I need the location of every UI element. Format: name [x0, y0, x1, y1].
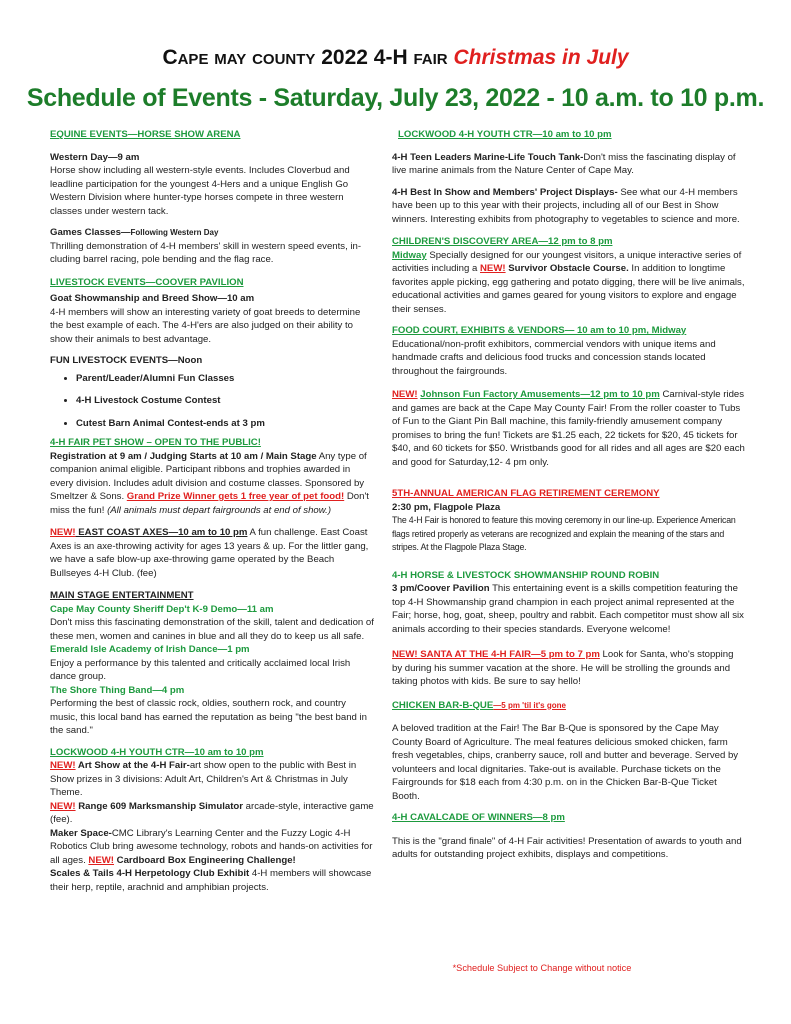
art-show-body: art show open to the public with Best in Show prizes in 3 divisions: Adult Art, Children's Art & Christmas in July Theme.	[50, 760, 357, 798]
range-body: arcade-style, interactive game (fee).	[50, 800, 374, 825]
best-in-show-body: See what our 4-H members have been up to this year with their projects, including all of our Best in Show winners. Interesting exhibits from photography to vegetables to science and more.	[392, 186, 740, 225]
pet-show-text: Any type of companion animal eligible. Participant ribbons and trophies awarded in every division. Includes adult division and costume classes. Sponsored by Smeltzer & Sons.	[50, 450, 367, 502]
santa-header: NEW! SANTA AT THE 4-H FAIR—5 pm to 7 pm	[392, 649, 600, 660]
scales-block	[50, 867, 375, 894]
round-robin-time: 3 pm/Coover Pavilion	[392, 583, 490, 594]
k9-body: Don't miss this fascinating demonstration of the skill, talent and dedication of these men, women and canines in blue and all they do to keep us all safe.	[50, 617, 374, 642]
chicken-bbq-header: CHICKEN BAR-B-QUE	[392, 699, 494, 711]
shore-band-title: The Shore Thing Band—4 pm	[50, 684, 185, 696]
maker-title: Maker Space-	[50, 827, 112, 839]
touch-tank-body: Don't miss the fascinating display of live marine animals from the Nature Center of Cape May.	[392, 151, 736, 176]
fair-title-main: Cape may county 2022 4-H fair	[162, 46, 448, 69]
food-court-body: Educational/non-profit exhibitors, commercial vendors with unique items and handmade crafts and delicious food trucks and concession stands located throughout the fairgrounds.	[392, 338, 716, 377]
round-robin-header: 4-H HORSE & LIVESTOCK SHOWMANSHIP ROUND ROBIN	[392, 569, 660, 581]
lockwood-header-right: LOCKWOOD 4-H YOUTH CTR—10 am to 10 pm	[398, 129, 612, 140]
midway-label: Midway	[392, 249, 427, 261]
livestock-header: LIVESTOCK EVENTS—COOVER PAVILION	[50, 276, 244, 288]
children-area-text1: Specially designed for our youngest visitors, a unique interactive series of activities including a	[392, 249, 742, 274]
touch-tank-block	[392, 151, 746, 178]
fair-title	[0, 46, 791, 70]
cavalcade-body: This is the "grand finale" of 4-H Fair activities! Presentation of awards to youth and adults for outstanding project exhibits, displays and competitions.	[392, 835, 742, 860]
schedule-heading: Schedule of Events - Saturday, July 23, 2022 - 10 a.m. to 10 p.m.	[26, 84, 765, 112]
pet-show-prize: Grand Prize Winner gets 1 free year of pet food!	[126, 491, 345, 502]
children-area-body	[392, 249, 746, 317]
axes-block	[50, 526, 375, 580]
games-subtitle: Following Western Day	[130, 228, 219, 237]
left-column	[50, 128, 375, 894]
new-badge: NEW!	[50, 800, 76, 812]
new-badge: NEW!	[50, 527, 76, 538]
axes-title: EAST COAST AXES—10 am to 10 pm	[75, 527, 248, 538]
cavalcade-header: 4-H CAVALCADE OF WINNERS—8 pm	[392, 812, 565, 823]
k9-title: Cape May County Sheriff Dep't K-9 Demo—11 am	[50, 603, 274, 615]
range-title: Range 609 Marksmanship Simulator	[75, 800, 243, 812]
johnson-title: Johnson Fun Factory Amusements	[420, 389, 581, 400]
new-badge: NEW!	[392, 389, 418, 400]
round-robin-text: This entertaining event is a skills competition featuring the top 4-H Showmanship grand champion in each project animal represented at the Fair; horse, hog, goat, sheep, poultry and rabbit. Each competitor must show all six animals according to their species standards. Everyone welcome!	[392, 583, 744, 635]
santa-block	[392, 648, 746, 689]
johnson-block	[392, 388, 746, 469]
schedule-note: *Schedule Subject to Change without notice	[452, 963, 632, 973]
food-court-header: FOOD COURT, EXHIBITS & VENDORS— 10 am to 10 pm, Midway	[392, 325, 687, 336]
irish-dance-body: Enjoy a performance by this talented and critically acclaimed local Irish dance group.	[50, 657, 351, 682]
scales-body: 4-H members will showcase their herp, reptile, arachnid and amphibian projects.	[50, 868, 372, 893]
pet-show-registration: Registration at 9 am / Judging Starts at 10 am / Main Stage	[50, 450, 317, 462]
shore-band-body: Performing the best of classic rock, oldies, southern rock, and country music, this local band has earned the reputation as being "the best band in the sand."	[50, 698, 368, 736]
axes-body: A fun challenge. East Coast Axes is an axe-throwing activity for ages 13 years & up. For the littler gang, we have a safe blow-up axe-throwing game operated by the Beach Bullseyes 4-H Club. (fee)	[50, 527, 369, 579]
pet-show-note: (All animals must depart fairgrounds at end of show.)	[107, 504, 332, 516]
list-item: • Cutest Barn Animal Contest-ends at 3 pm	[76, 417, 375, 431]
right-column	[392, 128, 746, 862]
western-body: Horse show including all western-style events. Includes Cloverbud and leadline participation for the youngest 4-Hers and a unique English Go Western Division where hunter-type horses compete in three western classes under western tack.	[50, 165, 350, 217]
flag-ceremony-body: The 4-H Fair is honored to feature this moving ceremony in our line-up. Experience American flags retired properly as veterans are recognized and explain the meaning of the stars and stripes. At the Flagpole Plaza Stage.	[392, 515, 736, 552]
new-badge: NEW!	[50, 760, 76, 771]
pet-show-body	[50, 450, 375, 518]
goat-body: 4-H members will show an interesting variety of goat breeds to determine the best example of each. The 4-H'ers are also judged on their ability to show their animals to best advantage.	[50, 306, 361, 345]
chicken-bbq-time: —5 pm 'til it's gone	[493, 700, 566, 710]
lockwood-header-left: LOCKWOOD 4-H YOUTH CTR—10 am to 10 pm	[50, 746, 264, 758]
list-item: • 4-H Livestock Costume Contest	[76, 394, 375, 408]
games-body: Thrilling demonstration of 4-H members' skill in western speed events, in-cluding barrel racing, pole bending and the flag race.	[50, 240, 362, 265]
art-show-block	[50, 759, 375, 800]
chicken-bbq-header-line	[392, 699, 746, 713]
round-robin-body	[392, 582, 746, 636]
johnson-time: —12 pm to 10 pm	[580, 389, 660, 400]
new-badge: NEW!	[480, 263, 506, 274]
list-item: • Parent/Leader/Alumni Fun Classes	[76, 372, 375, 386]
new-badge: NEW!	[88, 854, 114, 866]
pet-show-end: Don't miss the fun!	[50, 491, 369, 516]
johnson-body: Carnival-style rides and games are back at the Cape May County Fair! From the roller coaster to Tubs of Fun to the Giant Pin Ball machine, this family-friendly amusement company promises to bring the fun! Tickets are $1.25 each, 22 tickets for $20, 45 tickets for $40, and 60 tickets for $50. Wristbands good for all rides and all ages are $20 each and good for Saturday,12- 4 pm only.	[392, 389, 745, 468]
best-in-show-title: 4-H Best In Show and Members' Project Displays-	[392, 186, 618, 198]
chicken-bbq-body: A beloved tradition at the Fair! The Bar B-Que is sponsored by the Cape May County Board of Agriculture. The meal features delicious smoked chicken, farm fresh vegetables, chips, cranberry sauce, roll and butter and beverage. Served by volunteers and local dignitaries. Take-out is available. Purchase tickets on the Fairgrounds for $18 each from 4:30 p.m. on in the Chicken Bar-B-Que Ticket Booth.	[392, 723, 739, 802]
fun-livestock-title: FUN LIVESTOCK EVENTS—Noon	[50, 355, 203, 366]
scales-title: Scales & Tails 4-H Herpetology Club Exhibit	[50, 868, 250, 879]
flag-ceremony-header: 5TH-ANNUAL AMERICAN FLAG RETIREMENT CEREMONY	[392, 488, 660, 499]
flag-ceremony-time: 2:30 pm, Flagpole Plaza	[392, 501, 501, 513]
children-area-text2: In addition to longtime favorites apple picking, egg gathering and potato digging, there will be live animals, educational activities and games geared for young visitors to explore and engage their senses.	[392, 263, 745, 315]
maker-block	[50, 827, 375, 868]
touch-tank-title: 4-H Teen Leaders Marine-Life Touch Tank-	[392, 151, 584, 163]
cardboard-title: Cardboard Box Engineering Challenge!	[113, 854, 296, 866]
pet-show-header: 4-H FAIR PET SHOW – OPEN TO THE PUBLIC!	[50, 437, 261, 448]
fun-livestock-list	[50, 372, 375, 431]
western-title: Western Day—9 am	[50, 151, 140, 163]
goat-title: Goat Showmanship and Breed Show—10 am	[50, 293, 255, 304]
main-stage-header: MAIN STAGE ENTERTAINMENT	[50, 590, 194, 601]
games-title: Games Classes—	[50, 227, 131, 238]
best-in-show-block	[392, 186, 746, 227]
santa-body: Look for Santa, who's stopping by during his summer vacation at the shore. He will be strolling the grounds and taking photos with kids. Be sure to say hello!	[392, 649, 734, 687]
equine-header: EQUINE EVENTS—HORSE SHOW ARENA	[50, 129, 241, 140]
range-block	[50, 800, 375, 827]
maker-body: CMC Library's Learning Center and the Fuzzy Logic 4-H Robotics Club bring awesome technology, robots and hands-on activities for all ages.	[50, 827, 373, 866]
fair-theme: Christmas in July	[453, 46, 629, 69]
survivor-course: Survivor Obstacle Course.	[505, 263, 629, 274]
children-area-header: CHILDREN'S DISCOVERY AREA—12 pm to 8 pm	[392, 236, 613, 247]
irish-dance-title: Emerald Isle Academy of Irish Dance—1 pm	[50, 644, 250, 655]
art-show-title: Art Show at the 4-H Fair-	[75, 760, 190, 771]
